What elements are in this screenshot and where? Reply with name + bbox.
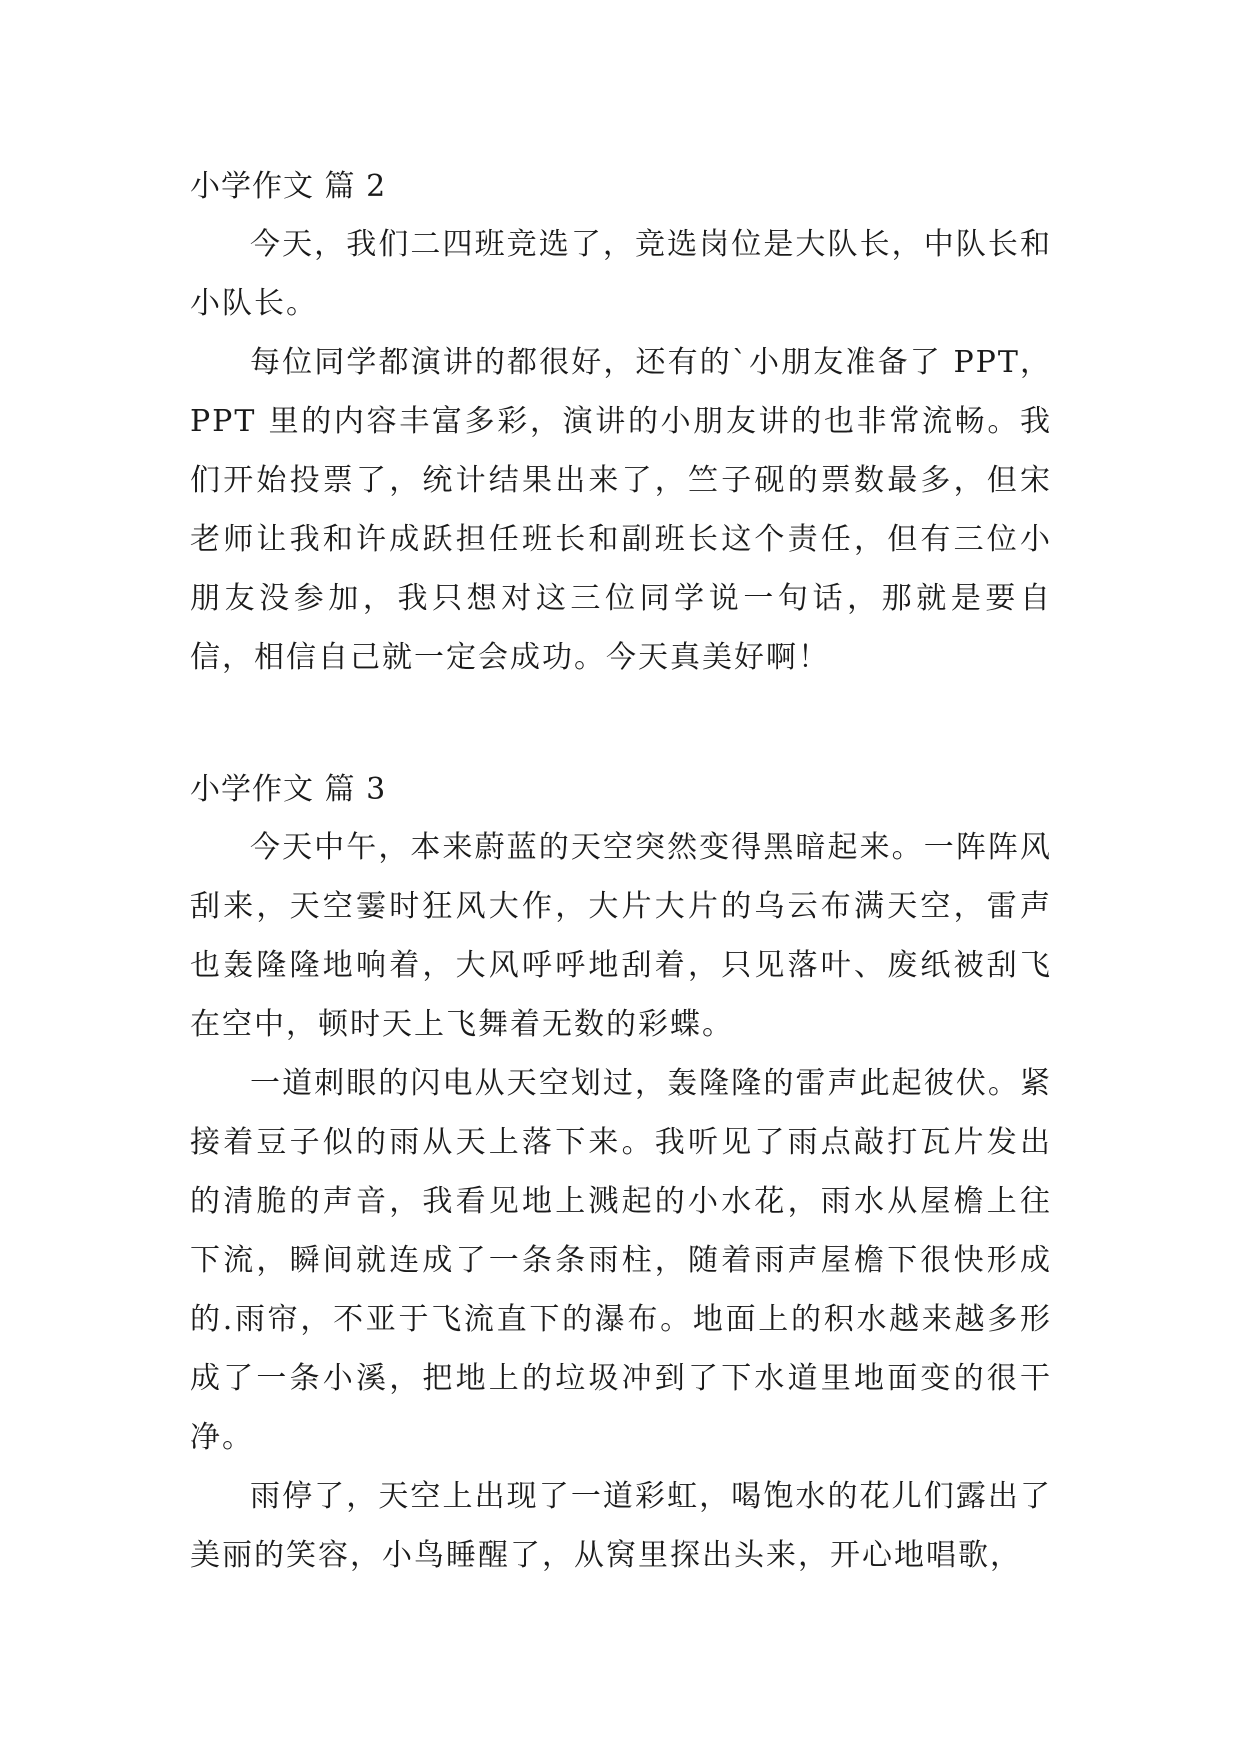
section-spacer <box>190 687 1052 761</box>
section-heading-3: 小学作文 篇 3 <box>190 772 387 807</box>
paragraph: 今天，我们二四班竞选了，竞选岗位是大队长，中队长和小队长。 <box>190 227 1052 321</box>
paragraph: 每位同学都演讲的都很好，还有的`小朋友准备了 PPT，PPT 里的内容丰富多彩，演讲的小朋友讲的也非常流畅。我们开始投票了，统计结果出来了，竺子砚的票数最多，但宋老师让我和许成跃担任班长和副班长这个责任，但有三位小朋友没参加，我只想对这三位同学说一句话，那就是要自信，相信自己就一定会成功。今天真美好啊！ <box>190 345 1052 675</box>
document-body <box>190 158 1052 1585</box>
section-heading-2: 小学作文 篇 2 <box>190 169 387 204</box>
paragraph: 今天中午，本来蔚蓝的天空突然变得黑暗起来。一阵阵风刮来，天空霎时狂风大作，大片大片的乌云布满天空，雷声也轰隆隆地响着，大风呼呼地刮着，只见落叶、废纸被刮飞在空中，顿时天上飞舞着无数的彩蝶。 <box>190 830 1052 1042</box>
paragraph: 雨停了，天空上出现了一道彩虹，喝饱水的花儿们露出了美丽的笑容，小鸟睡醒了，从窝里探出头来，开心地唱歌， <box>190 1479 1052 1573</box>
paragraph: 一道刺眼的闪电从天空划过，轰隆隆的雷声此起彼伏。紧接着豆子似的雨从天上落下来。我听见了雨点敲打瓦片发出的清脆的声音，我看见地上溅起的小水花，雨水从屋檐上往下流，瞬间就连成了一条条雨柱，随着雨声屋檐下很快形成的.雨帘，不亚于飞流直下的瀑布。地面上的积水越来越多形成了一条小溪，把地上的垃圾冲到了下水道里地面变的很干净。 <box>190 1066 1052 1455</box>
